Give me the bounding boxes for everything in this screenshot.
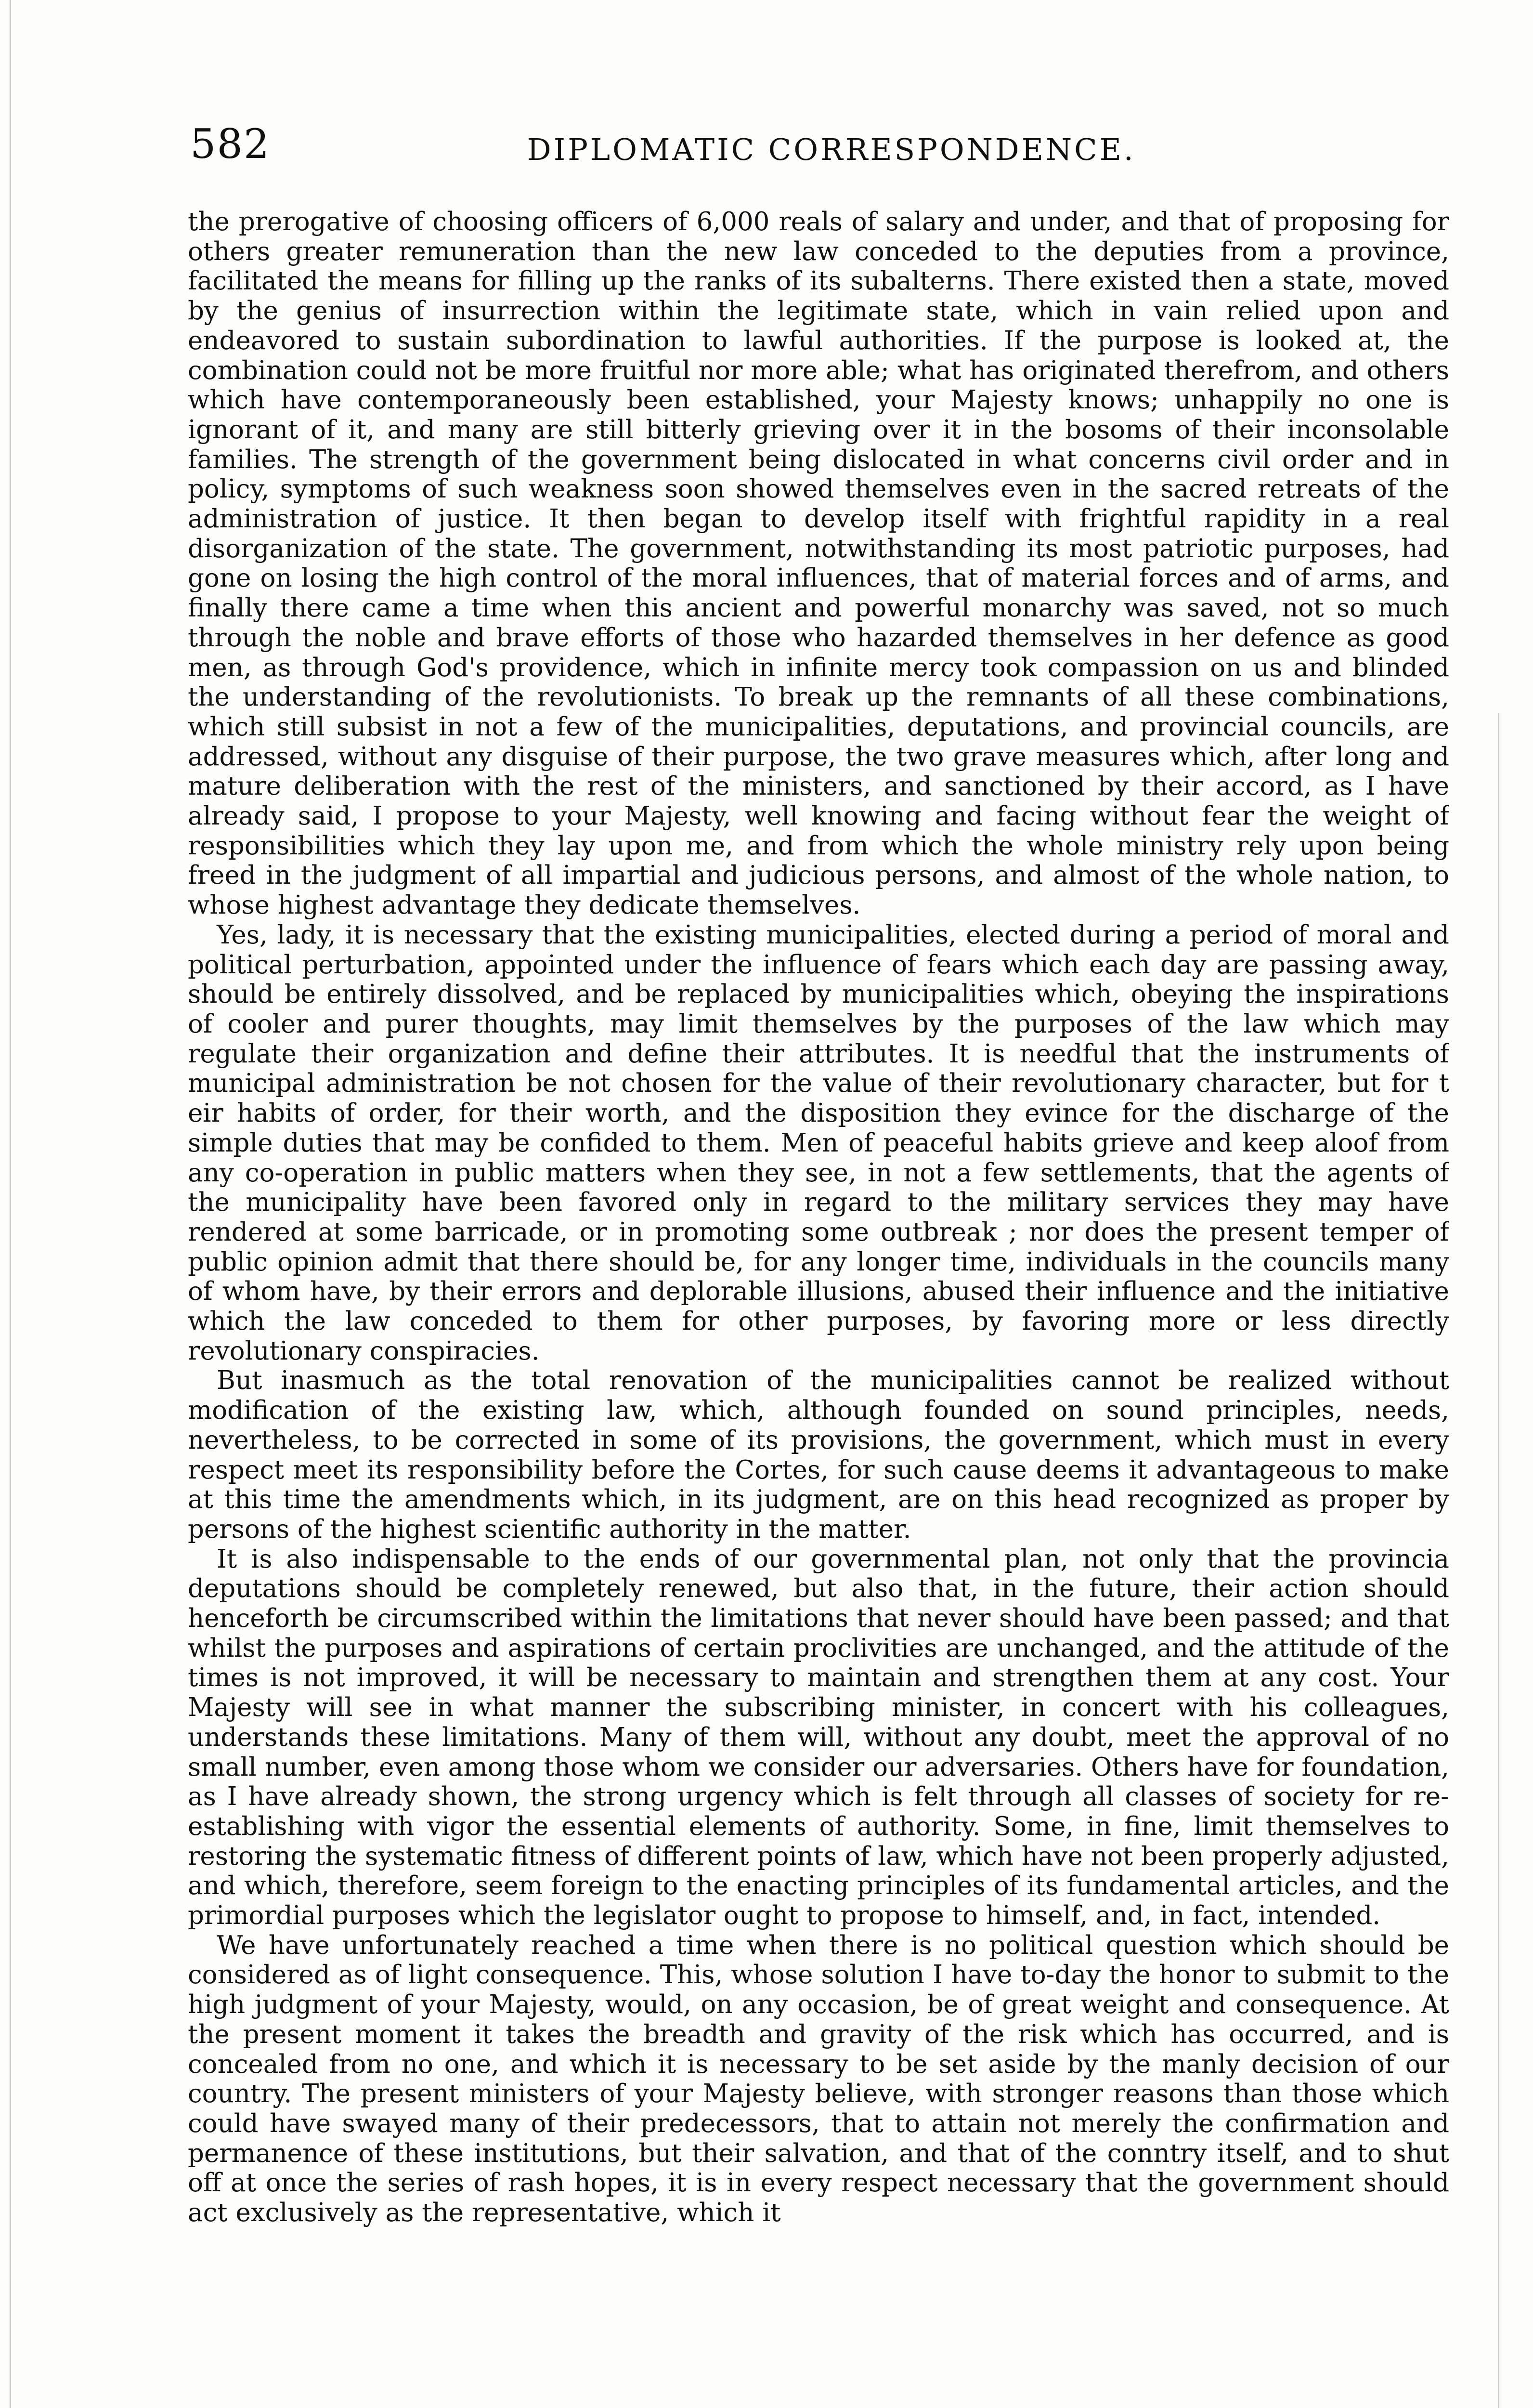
- paragraph-2: Yes, lady, it is necessary that the existing municipalities, elected during a period of moral and political perturbation, appointed under the influence of fears which each day are passing away, should be entirely dissolved, and be replaced by municipalities which, obeying the inspirations of cooler and purer thoughts, may limit themselves by the purposes of the law which may regulate their organization and define their attributes. It is needful that the instruments of municipal administration be not chosen for the value of their revolutionary character, but for t eir habits of order, for their worth, and the disposition they evince for the discharge of the simple duties that may be confided to them. Men of peaceful habits grieve and keep aloof from any co-operation in public matters when they see, in not a few settlements, that the agents of the municipality have been favored only in regard to the military services they may have rendered at some barricade, or in promoting some outbreak ; nor does the present temper of public opinion admit that there should be, for any longer time, individuals in the councils many of whom have, by their errors and deplorable illusions, abused their influence and the initiative which the law conceded to them for other purposes, by favoring more or less directly revolutionary conspiracies.: [188, 920, 1449, 1366]
- running-title: DIPLOMATIC CORRESPONDENCE.: [527, 132, 1136, 167]
- paragraph-3: But inasmuch as the total renovation of the municipalities cannot be realized without modification of the existing law, which, although founded on sound principles, needs, nevertheless, to be corrected in some of its provisions, the government, which must in every respect meet its responsibility before the Cortes, for such cause deems it advantageous to make at this time the amendments which, in its judgment, are on this head recognized as proper by persons of the highest scientific authority in the matter.: [188, 1366, 1449, 1544]
- page-header: [190, 120, 1461, 178]
- page-edge-rule: [1498, 713, 1499, 2408]
- paragraph-5: We have unfortunately reached a time when there is no political question which should be considered as of light consequence. This, whose solution I have to-day the honor to submit to the high judgment of your Majesty, would, on any occasion, be of great weight and consequence. At the present moment it takes the breadth and gravity of the risk which has occurred, and is concealed from no one, and which it is necessary to be set aside by the manly decision of our country. The present ministers of your Majesty believe, with stronger reasons than those which could have swayed many of their predecessors, that to attain not merely the confirmation and permanence of these institutions, but their salvation, and that of the conntry itself, and to shut off at once the series of rash hopes, it is in every respect necessary that the government should act exclusively as the representative, which it: [188, 1930, 1449, 2228]
- body-text: [188, 207, 1449, 2408]
- paragraph-4: It is also indispensable to the ends of our governmental plan, not only that the provincia deputations should be completely renewed, but also that, in the future, their action should henceforth be circumscribed within the limitations that never should have been passed; and that whilst the purposes and aspirations of certain proclivities are unchanged, and the attitude of the times is not improved, it will be necessary to maintain and strengthen them at any cost. Your Majesty will see in what manner the subscribing minister, in concert with his colleagues, understands these limitations. Many of them will, without any doubt, meet the approval of no small number, even among those whom we consider our adversaries. Others have for foundation, as I have already shown, the strong urgency which is felt through all classes of society for re-establishing with vigor the essential elements of authority. Some, in fine, limit themselves to restoring the systematic fitness of different points of law, which have not been properly adjusted, and which, therefore, seem foreign to the enacting principles of its fundamental articles, and the primordial purposes which the legislator ought to propose to himself, and, in fact, intended.: [188, 1544, 1449, 1931]
- page-number: 582: [190, 120, 271, 168]
- paragraph-1: the prerogative of choosing officers of 6,000 reals of salary and under, and that of proposing for others greater remuneration than the new law conceded to the deputies from a province, facilitated the means for filling up the ranks of its subalterns. There existed then a state, moved by the genius of insurrection within the legitimate state, which in vain relied upon and endeavored to sustain subordination to lawful authorities. If the purpose is looked at, the combination could not be more fruitful nor more able; what has originated therefrom, and others which have contemporaneously been established, your Majesty knows; unhappily no one is ignorant of it, and many are still bitterly grieving over it in the bosoms of their inconsolable families. The strength of the government being dislocated in what concerns civil order and in policy, symptoms of such weakness soon showed themselves even in the sacred retreats of the administration of justice. It then began to develop itself with frightful rapidity in a real disorganization of the state. The government, notwithstanding its most patriotic purposes, had gone on losing the high control of the moral influences, that of material forces and of arms, and finally there came a time when this ancient and powerful monarchy was saved, not so much through the noble and brave efforts of those who hazarded themselves in her defence as good men, as through God's providence, which in infinite mercy took compassion on us and blinded the understanding of the revolutionists. To break up the remnants of all these combinations, which still subsist in not a few of the municipalities, deputations, and provincial councils, are addressed, without any disguise of their purpose, the two grave measures which, after long and mature deliberation with the rest of the ministers, and sanctioned by their accord, as I have already said, I propose to your Majesty, well knowing and facing without fear the weight of responsibilities which they lay upon me, and from which the whole ministry rely upon being freed in the judgment of all impartial and judicious persons, and almost of the whole nation, to whose highest advantage they dedicate themselves.: [188, 207, 1449, 920]
- binding-gutter-line: [10, 0, 11, 2408]
